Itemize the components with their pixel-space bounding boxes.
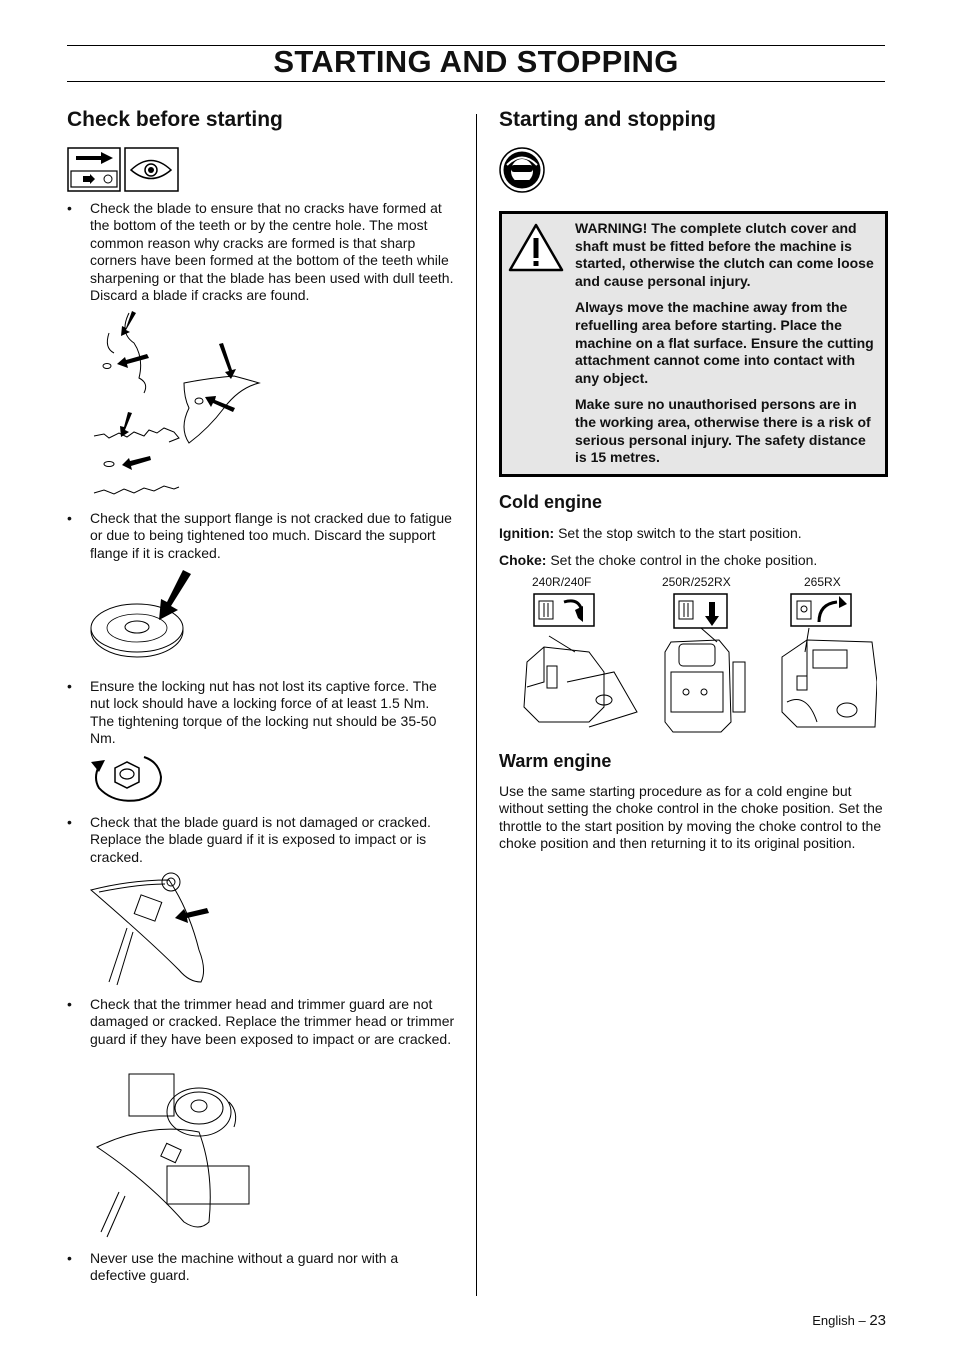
locking-nut-icon — [89, 752, 169, 804]
model-label-265: 265RX — [804, 575, 841, 589]
footer-language: English — [812, 1313, 855, 1328]
model-label-250: 250R/252RX — [662, 575, 731, 589]
section-heading-starting-and-stopping: Starting and stopping — [499, 108, 716, 131]
bullet-blade-cracks: • Check the blade to ensure that no cracks have formed at the bottom of the teeth or by the centre hole. The most common reason why cracks are formed is that sharp corners have been formed at the bottom of the teeth while sharpening or that the blade has been used with dull teeth. Discard a blade if cracks are found. — [67, 200, 454, 304]
section-heading-check-before-starting: Check before starting — [67, 108, 283, 131]
warning-text — [575, 220, 880, 476]
ignition-instruction: Ignition: Set the stop switch to the start position. — [499, 525, 802, 541]
bullet-trimmer-head: • Check that the trimmer head and trimmer guard are not damaged or cracked. Replace the trimmer head or trimmer guard if they have been exposed to impact or are cracked. — [67, 996, 455, 1047]
choke-illustration-240 — [519, 592, 644, 732]
subheading-warm-engine: Warm engine — [499, 751, 612, 771]
bullet-blade-guard: • Check that the blade guard is not damaged or cracked. Replace the blade guard if it is exposed to impact or is cracked. — [67, 814, 431, 865]
trimmer-guard-illustration — [89, 1072, 254, 1242]
bullet-locking-nut: • Ensure the locking nut has not lost its captive force. The nut lock should have a locking force of at least 1.5 Nm. The tightening torque of the locking nut should be 35-50 Nm. — [67, 678, 437, 747]
read-manual-eye-icon — [67, 147, 181, 193]
warm-engine-text: Use the same starting procedure as for a cold engine but without setting the choke control in the choke position. Set the throttle to the start position by moving the choke control to the choke position and then returning it to its original position. — [499, 783, 883, 852]
blade-guard-illustration — [89, 870, 214, 988]
page-number: 23 — [869, 1312, 886, 1329]
support-flange-illustration — [89, 568, 219, 668]
choke-illustration-250 — [659, 592, 754, 737]
page-footer — [812, 1312, 886, 1329]
page-title: STARTING AND STOPPING — [273, 44, 679, 79]
model-label-240: 240R/240F — [532, 575, 592, 589]
warning-box — [499, 211, 888, 477]
header-rule-bottom — [67, 81, 885, 82]
column-divider — [476, 114, 477, 1296]
warning-paragraph-clutch: WARNING! The complete clutch cover and shaft must be fitted before the machine is started, otherwise the clutch can come loose and cause personal injury. — [575, 220, 874, 289]
bullet-never-without-guard: • Never use the machine without a guard nor with a defective guard. — [67, 1250, 399, 1284]
subheading-cold-engine: Cold engine — [499, 492, 602, 512]
footer-dash: – — [858, 1313, 866, 1328]
choke-illustration-265 — [777, 592, 877, 732]
choke-instruction: Choke: Set the choke control in the choke position. — [499, 552, 818, 568]
warning-triangle-icon — [508, 222, 564, 272]
warning-paragraph-safety-distance: Make sure no unauthorised persons are in the working area, otherwise there is a risk of serious personal injury. The safety distance is 15 metres. — [575, 396, 871, 466]
protective-equipment-icon — [499, 147, 545, 193]
warning-paragraph-refuelling: Always move the machine away from the refuelling area before starting. Place the machine on a flat surface. Ensure the cutting attachment cannot come into contact with any object. — [575, 299, 874, 386]
blade-cracks-illustration — [89, 308, 279, 503]
bullet-support-flange: • Check that the support flange is not cracked due to fatigue or due to being tightened too much. Discard the support flange if it is cracked. — [67, 510, 452, 561]
